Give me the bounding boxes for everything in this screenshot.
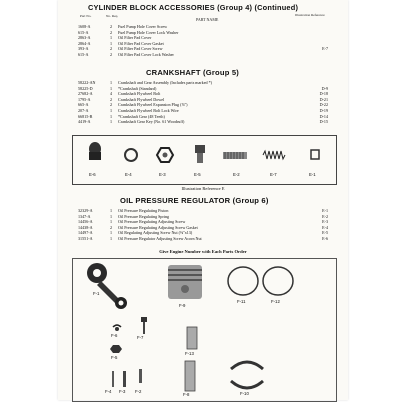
illustration-e-caption: Illustration Reference E [181, 186, 225, 191]
table-row: 1608-A 2 Fuel Pump Hole Cover Screw [78, 24, 168, 29]
rod-nut-icon [110, 345, 122, 353]
label-f4: F-4 [105, 389, 112, 394]
table-row: 665-A 2 Crankshaft Flywheel Expansion Plug (⅞") D-22 [78, 102, 328, 108]
label-f3: F-3 [119, 389, 126, 394]
illustration-e-drawing [73, 136, 336, 184]
label-f13: F-13 [185, 351, 194, 356]
label-e2: E-2 [233, 172, 240, 177]
table-row: 58222-AN 1 Crankshaft and Gear Assembly (Includes parts marked *) [78, 80, 213, 85]
hex-nut-icon [157, 148, 173, 162]
label-f9: F-9 [179, 303, 186, 308]
label-f8: F-8 [183, 392, 190, 397]
label-f7: F-7 [137, 335, 144, 340]
table-row: 14497-A 1 Oil Regulating Adjusting Screw Nut (⅜"x13) E-5 [78, 230, 328, 236]
header-part-no: Part No. [80, 14, 92, 18]
clip-icon [113, 325, 121, 331]
illustration-e-frame [72, 135, 337, 185]
label-e1: E-1 [309, 172, 316, 177]
label-f1: F-1 [93, 291, 100, 296]
catalog-page [58, 0, 348, 400]
piston-ring-icon-2 [263, 267, 293, 295]
header-illustration-ref: Illustration Reference [295, 13, 325, 17]
label-f11: F-11 [237, 299, 246, 304]
label-f12: F-12 [271, 299, 280, 304]
crankshaft-table [78, 80, 328, 128]
table-row: 615-A 2 Oil Filter Pad Cover Lock Washer [78, 52, 174, 57]
connecting-rod-icon [87, 263, 127, 309]
label-e7: E-7 [270, 172, 277, 177]
table-row: 2863-A 1 Oil Filter Pad Cover [78, 35, 152, 41]
spring-icon [263, 151, 285, 159]
table-row: 2864-A 1 Oil Filter Pad Cover Gasket [78, 40, 164, 46]
bearing-shell-icon [231, 362, 263, 388]
oil-pressure-title: OIL PRESSURE REGULATOR (Group 6) [120, 196, 269, 205]
table-row: 393-A 2 Oil Filter Pad Cover Screw E-7 [78, 46, 328, 52]
label-f10: F-10 [240, 391, 249, 396]
label-f5: F-5 [111, 355, 118, 360]
table-row: 66815-B 1 *Crankshaft Gear (48 Teeth) D-14 [78, 113, 328, 119]
label-e6: E-6 [89, 172, 96, 177]
label-e5: E-5 [194, 172, 201, 177]
illustration-f-frame [72, 258, 337, 402]
block-accessories-table [78, 24, 328, 60]
threaded-rod-icon [223, 152, 247, 159]
engine-number-notice: Give Engine Number with Each Parts Order [159, 249, 247, 254]
oil-pressure-table [78, 208, 328, 244]
table-row: 1347-A 1 Oil Pressure Regulating Spring E-2 [78, 213, 328, 219]
table-row: 14456-A 1 Oil Pressure Regulating Adjusting Screw E-3 [78, 219, 328, 225]
table-row: 27682-A 4 Crankshaft Flywheel Bolt D-18 [78, 91, 328, 97]
header-no-req: No. Req. [106, 14, 119, 18]
label-f2: F-2 [135, 389, 142, 394]
piston-icon [168, 265, 202, 299]
table-row: 207-A 1 Crankshaft Flywheel Bolt Lock Wire D-19 [78, 108, 328, 113]
adjusting-screw-icon [195, 145, 205, 163]
long-pin-icon [185, 361, 195, 391]
table-row: 4419-A 1 Crankshaft Gear Key (No. 61 Woodruff) D-15 [78, 119, 328, 125]
table-row: 32329-A 1 Oil Pressure Regulating Piston E-1 [78, 208, 328, 213]
block-accessories-title: CYLINDER BLOCK ACCESSORIES (Group 4) (Continued) [88, 3, 299, 12]
table-row: 615-A 2 Fuel Pump Hole Cover Lock Washer [78, 29, 179, 35]
regulator-piston-icon [311, 150, 319, 159]
piston-pin-icon [187, 327, 197, 349]
table-row: 1795-A 2 Crankshaft Flywheel Dowel D-21 [78, 96, 328, 102]
table-header [78, 14, 328, 24]
table-row: 31551-A 1 Oil Pressure Regulator Adjusting Screw Acorn Nut E-6 [78, 236, 328, 241]
illustration-f-drawing [73, 259, 336, 401]
label-f6: F-6 [111, 333, 118, 338]
rod-bolt-icon [141, 317, 147, 334]
gasket-icon [125, 149, 137, 161]
label-e4: E-4 [125, 172, 132, 177]
header-part-name: PART NAME [196, 17, 219, 22]
table-row: 58225-D 1 *Crankshaft (Standard) D-9 [78, 85, 328, 91]
lock-washer-icon [139, 369, 142, 383]
small-bolt-icon [123, 371, 126, 387]
acorn-nut-icon [89, 142, 101, 160]
crankshaft-title: CRANKSHAFT (Group 5) [146, 68, 240, 77]
table-row: 14438-A 2 Oil Pressure Regulating Adjusting Screw Gasket E-4 [78, 224, 328, 230]
piston-ring-icon [228, 267, 258, 295]
label-e3: E-3 [159, 172, 166, 177]
